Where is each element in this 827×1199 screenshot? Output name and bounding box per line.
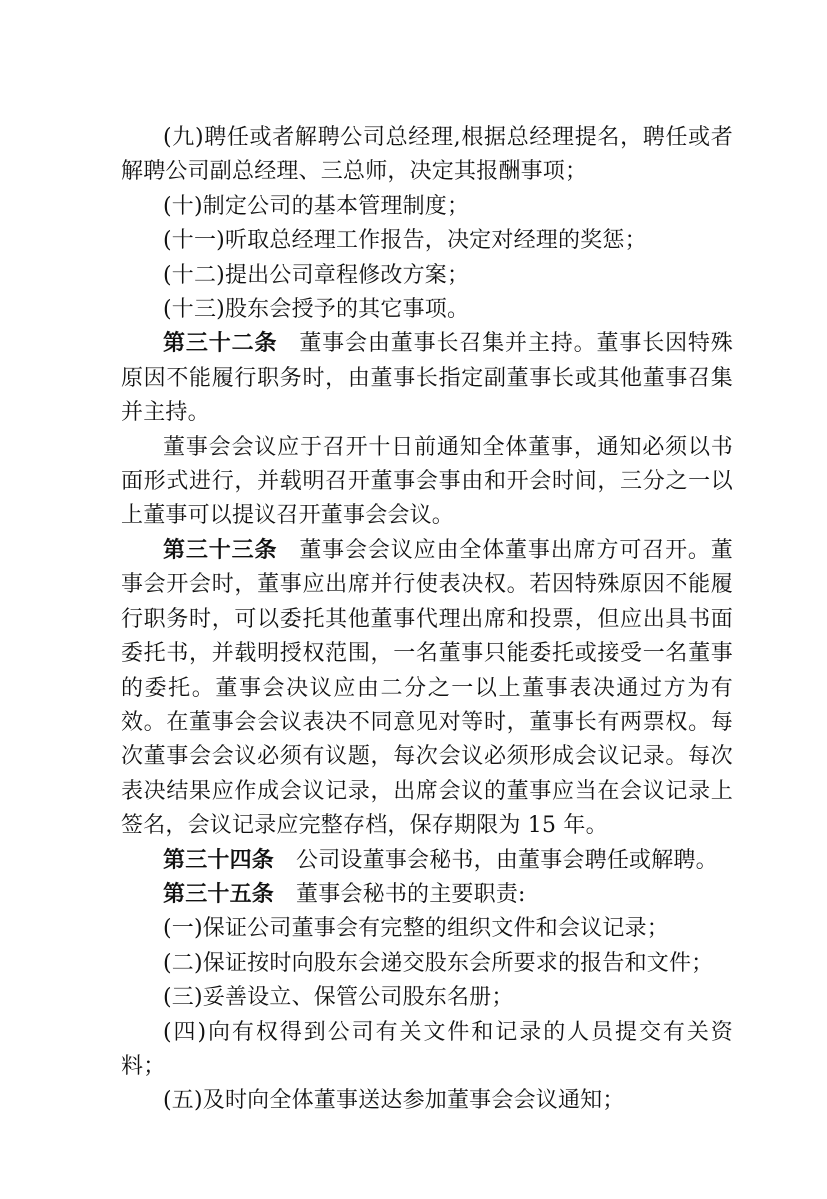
- paragraph-text: (三)妥善设立、保管公司股东名册；: [163, 985, 514, 1011]
- paragraph-text: 董事会会议应于召开十日前通知全体董事，通知必须以书面形式进行，并载明召开董事会事由和开会时间，三分之一以上董事可以提议召开董事会会议。: [121, 434, 733, 529]
- duty-item-1: [121, 912, 733, 946]
- article-34: [121, 844, 733, 878]
- article-heading: 第三十三条: [163, 537, 278, 563]
- paragraph-text: (四)向有权得到公司有关文件和记录的人员提交有关资料；: [121, 1019, 733, 1079]
- paragraph-text: (十三)股东会授予的其它事项。: [163, 297, 470, 323]
- article-heading: 第三十二条: [163, 331, 278, 357]
- paragraph-text: (十)制定公司的基本管理制度；: [163, 193, 470, 219]
- article-32-notice: [121, 431, 733, 534]
- paragraph-item-11: [121, 224, 733, 258]
- paragraph-text: (十二)提出公司章程修改方案；: [163, 262, 470, 288]
- paragraph-text: 公司设董事会秘书，由董事会聘任或解聘。: [296, 847, 718, 873]
- paragraph-text: 董事会秘书的主要职责:: [296, 881, 526, 907]
- paragraph-item-10: [121, 190, 733, 224]
- duty-item-4: [121, 1016, 733, 1085]
- paragraph-item-9: [121, 121, 733, 190]
- duty-item-5: [121, 1084, 733, 1118]
- duty-item-2: [121, 947, 733, 981]
- document-body: [121, 121, 733, 1119]
- paragraph-text: (二)保证按时向股东会递交股东会所要求的报告和文件；: [163, 950, 714, 976]
- paragraph-text: 董事会由董事长召集并主持。董事长因特殊原因不能履行职务时，由董事长指定副董事长或其他董事召集并主持。: [121, 331, 733, 426]
- paragraph-text: (九)聘任或者解聘公司总经理,根据总经理提名，聘任或者解聘公司副总经理、三总师，决定其报酬事项；: [121, 125, 733, 185]
- article-32: [121, 327, 733, 430]
- article-35: [121, 878, 733, 912]
- paragraph-text: (一)保证公司董事会有完整的组织文件和会议记录；: [163, 916, 669, 942]
- paragraph-text: (五)及时向全体董事送达参加董事会会议通知；: [163, 1088, 625, 1114]
- article-heading: 第三十四条: [163, 847, 275, 873]
- article-33: [121, 534, 733, 844]
- paragraph-text: (十一)听取总经理工作报告，决定对经理的奖惩；: [163, 228, 647, 254]
- paragraph-item-13: [121, 293, 733, 327]
- paragraph-text: 董事会会议应由全体董事出席方可召开。董事会开会时，董事应出席并行使表决权。若因特殊原因不能履行职务时，可以委托其他董事代理出席和投票，但应出具书面委托书，并载明授权范围，一名董事只能委托或接受一名董事的委托。董事会决议应由二分之一以上董事表决通过方为有效。在董事会会议表决不同意见对等时，董事长有两票权。每次董事会会议必须有议题，每次会议必须形成会议记录。每次表决结果应作成会议记录，出席会议的董事应当在会议记录上签名，会议记录应完整存档，保存期限为 15 年。: [121, 537, 733, 839]
- paragraph-item-12: [121, 259, 733, 293]
- duty-item-3: [121, 981, 733, 1015]
- article-heading: 第三十五条: [163, 881, 275, 907]
